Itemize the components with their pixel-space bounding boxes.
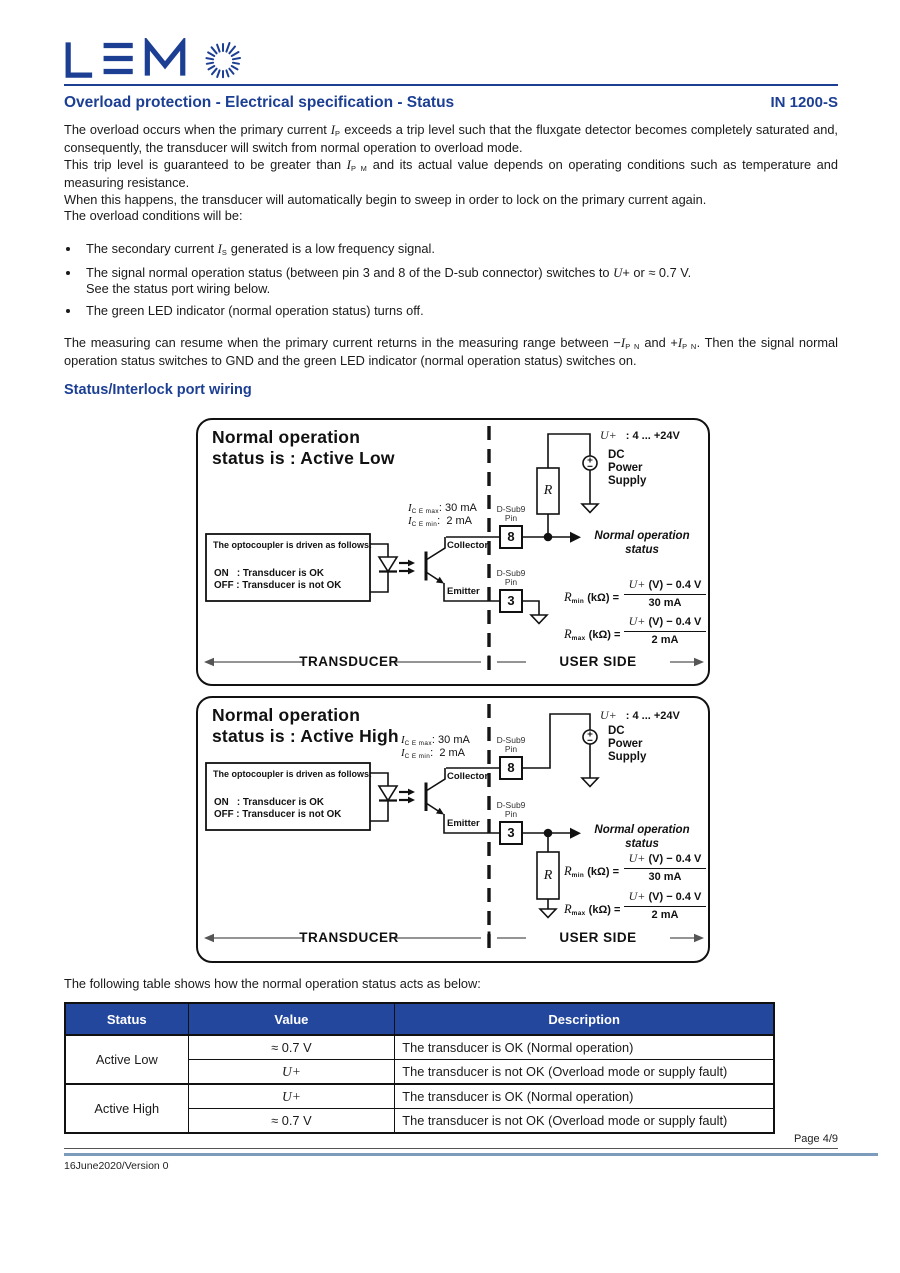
ice-min-label: IC E min: 2 mA xyxy=(401,747,465,760)
paragraph-trip-level: This trip level is guaranteed to be greater than IP M and its actual value depends on operating conditions such as temperature and measuring resistance. xyxy=(64,156,839,190)
dsub9-pin3-label: D-Sub9 Pin xyxy=(496,800,526,819)
value-cell: ≈ 0.7 V xyxy=(188,1035,395,1060)
dsub9-pin8-label: D-Sub9 Pin xyxy=(496,504,526,523)
list-item xyxy=(81,241,838,259)
bullet2-text: The signal normal operation status (between pin 3 and 8 of the D-sub connector) switches to U+ or ≈ 0.7 V. xyxy=(86,264,692,280)
bullet2-line2: See the status port wiring below. xyxy=(86,281,271,297)
page-number: Page 4/9 xyxy=(793,1133,838,1145)
left-arrowhead xyxy=(204,934,214,942)
bullet3-text: The green LED indicator (normal operation status) turns off. xyxy=(86,303,424,319)
opto-intro: The optocoupler is driven as follows: xyxy=(213,540,373,550)
pin3-number: 3 xyxy=(507,593,515,608)
dsub9-pin3-label: D-Sub9 Pin xyxy=(496,568,526,587)
value-cell: U+ xyxy=(188,1060,395,1085)
transducer-label: TRANSDUCER xyxy=(299,654,399,669)
opto-on: ON : Transducer is OK xyxy=(214,568,324,579)
col-description: Description xyxy=(395,1003,774,1035)
table-row xyxy=(65,1035,774,1060)
resistor-label: R xyxy=(543,868,553,883)
description-cell: The transducer is not OK (Overload mode or supply fault) xyxy=(395,1109,774,1134)
rmin-formula-label: Rmin (kΩ) = xyxy=(564,590,619,605)
rmin-fraction: $\frac{U+ (V) - 0.4 V}{30 mA}$ xyxy=(622,851,708,883)
opto-intro: The optocoupler is driven as follows: xyxy=(213,769,373,779)
table-row xyxy=(65,1084,774,1109)
pin3-number: 3 xyxy=(507,825,515,840)
junction-dot xyxy=(544,829,553,838)
ground-icon xyxy=(531,615,547,624)
diagram-active-high xyxy=(196,696,710,963)
ice-max-label: IC E max: 30 mA xyxy=(401,734,470,747)
ground-icon xyxy=(582,778,598,787)
opto-off: OFF : Transducer is not OK xyxy=(214,809,342,820)
user-side-label: USER SIDE xyxy=(559,930,637,945)
diagram-title-line2: status is : Active Low xyxy=(212,448,395,468)
table-intro: The following table shows how the normal operation status acts as below: xyxy=(64,976,481,991)
rmax-fraction: $\frac{U+ (V) - 0.4 V}{2 mA}$ xyxy=(622,889,708,921)
rmax-formula-label: Rmax (kΩ) = xyxy=(564,902,621,917)
normal-operation-status-label: Normal operation status xyxy=(594,824,690,850)
emitter-label: Emitter xyxy=(447,586,480,597)
status-table xyxy=(64,1002,775,1134)
value-cell: ≈ 0.7 V xyxy=(188,1109,395,1134)
diagram-title-line1: Normal operation xyxy=(212,427,361,447)
supply-voltage-label: U+ : 4 ... +24V xyxy=(600,428,680,442)
light-arrows-icon xyxy=(399,560,415,575)
rmax-formula-label: Rmax (kΩ) = xyxy=(564,627,621,642)
led-icon xyxy=(379,786,397,801)
diagram-title xyxy=(212,427,395,469)
rmin-formula-label: Rmin (kΩ) = xyxy=(564,864,619,879)
ground-icon xyxy=(582,504,598,513)
dsub9-pin8-label: D-Sub9 Pin xyxy=(496,735,526,754)
paragraph-sweep: When this happens, the transducer will automatically begin to sweep in order to lock on the primary current again. xyxy=(64,191,707,207)
list-item xyxy=(81,303,838,319)
left-arrowhead xyxy=(204,658,214,666)
diagram-title xyxy=(212,705,399,747)
normal-operation-status-label: Normal operation status xyxy=(594,530,690,556)
section-heading: Status/Interlock port wiring xyxy=(64,382,252,399)
rmax-fraction: $\frac{U+ (V) - 0.4 V}{2 mA}$ xyxy=(622,614,708,646)
emitter-label: Emitter xyxy=(447,818,480,829)
footer-blue-rule xyxy=(64,1153,878,1156)
col-value: Value xyxy=(188,1003,395,1035)
product-id: IN 1200-S xyxy=(770,94,838,111)
header-rule xyxy=(64,84,838,86)
user-side-label: USER SIDE xyxy=(559,654,637,669)
wires xyxy=(370,434,590,615)
collector-label: Collector xyxy=(447,540,489,551)
version-label: 16June2020/Version 0 xyxy=(64,1160,169,1172)
bullet1-text: The secondary current IS generated is a low frequency signal. xyxy=(86,240,435,257)
description-cell: The transducer is OK (Normal operation) xyxy=(395,1084,774,1109)
transducer-label: TRANSDUCER xyxy=(299,930,399,945)
lem-logo xyxy=(64,38,189,85)
diagram-title-line1: Normal operation xyxy=(212,705,361,725)
dc-power-supply-label: DC Power Supply xyxy=(608,725,647,763)
table-header-row xyxy=(65,1003,774,1035)
junction-dot xyxy=(544,533,553,542)
diagram-title-line2: status is : Active High xyxy=(212,726,399,746)
footer-thin-rule xyxy=(64,1148,838,1149)
right-arrowhead xyxy=(694,658,704,666)
ice-max-label: IC E max: 30 mA xyxy=(408,502,477,515)
title-row xyxy=(64,95,838,112)
page-title: Overload protection - Electrical specification - Status xyxy=(64,94,455,111)
lem-wordmark-icon xyxy=(64,38,189,80)
resistor-label: R xyxy=(543,483,553,498)
description-cell: The transducer is OK (Normal operation) xyxy=(395,1035,774,1060)
opto-on: ON : Transducer is OK xyxy=(214,797,324,808)
conditions-list xyxy=(64,241,838,320)
light-arrows-icon xyxy=(399,789,415,804)
led-icon xyxy=(379,557,397,572)
col-status: Status xyxy=(65,1003,188,1035)
description-cell: The transducer is not OK (Overload mode or supply fault) xyxy=(395,1060,774,1085)
status-cell: Active High xyxy=(65,1084,188,1133)
right-arrowhead xyxy=(694,934,704,942)
diagram-active-low xyxy=(196,418,710,686)
ice-min-label: IC E min: 2 mA xyxy=(408,515,472,528)
ground-icon xyxy=(540,909,556,918)
rmin-fraction: $\frac{U+ (V) - 0.4 V}{30 mA}$ xyxy=(622,577,708,609)
pin8-number: 8 xyxy=(507,760,515,775)
value-cell: U+ xyxy=(188,1084,395,1109)
opto-off: OFF : Transducer is not OK xyxy=(214,580,342,591)
paragraph-overload: The overload occurs when the primary current IP exceeds a trip level such that the fluxgate detector becomes completely saturated and, consequently, the transducer will switch from normal operation to overload mode. xyxy=(64,121,838,155)
conditions-intro: The overload conditions will be: xyxy=(64,208,243,223)
list-item xyxy=(81,265,838,298)
collector-label: Collector xyxy=(447,771,489,782)
supply-voltage-label: U+ : 4 ... +24V xyxy=(600,708,680,722)
dc-power-supply-label: DC Power Supply xyxy=(608,449,647,487)
status-cell: Active Low xyxy=(65,1035,188,1084)
paragraph-measuring: The measuring can resume when the primary current returns in the measuring range between −IP N and +IP N. Then the signal normal operation status switches to GND and the green LED indicator (normal operation status) switches on. xyxy=(64,334,839,369)
pin8-number: 8 xyxy=(507,529,515,544)
